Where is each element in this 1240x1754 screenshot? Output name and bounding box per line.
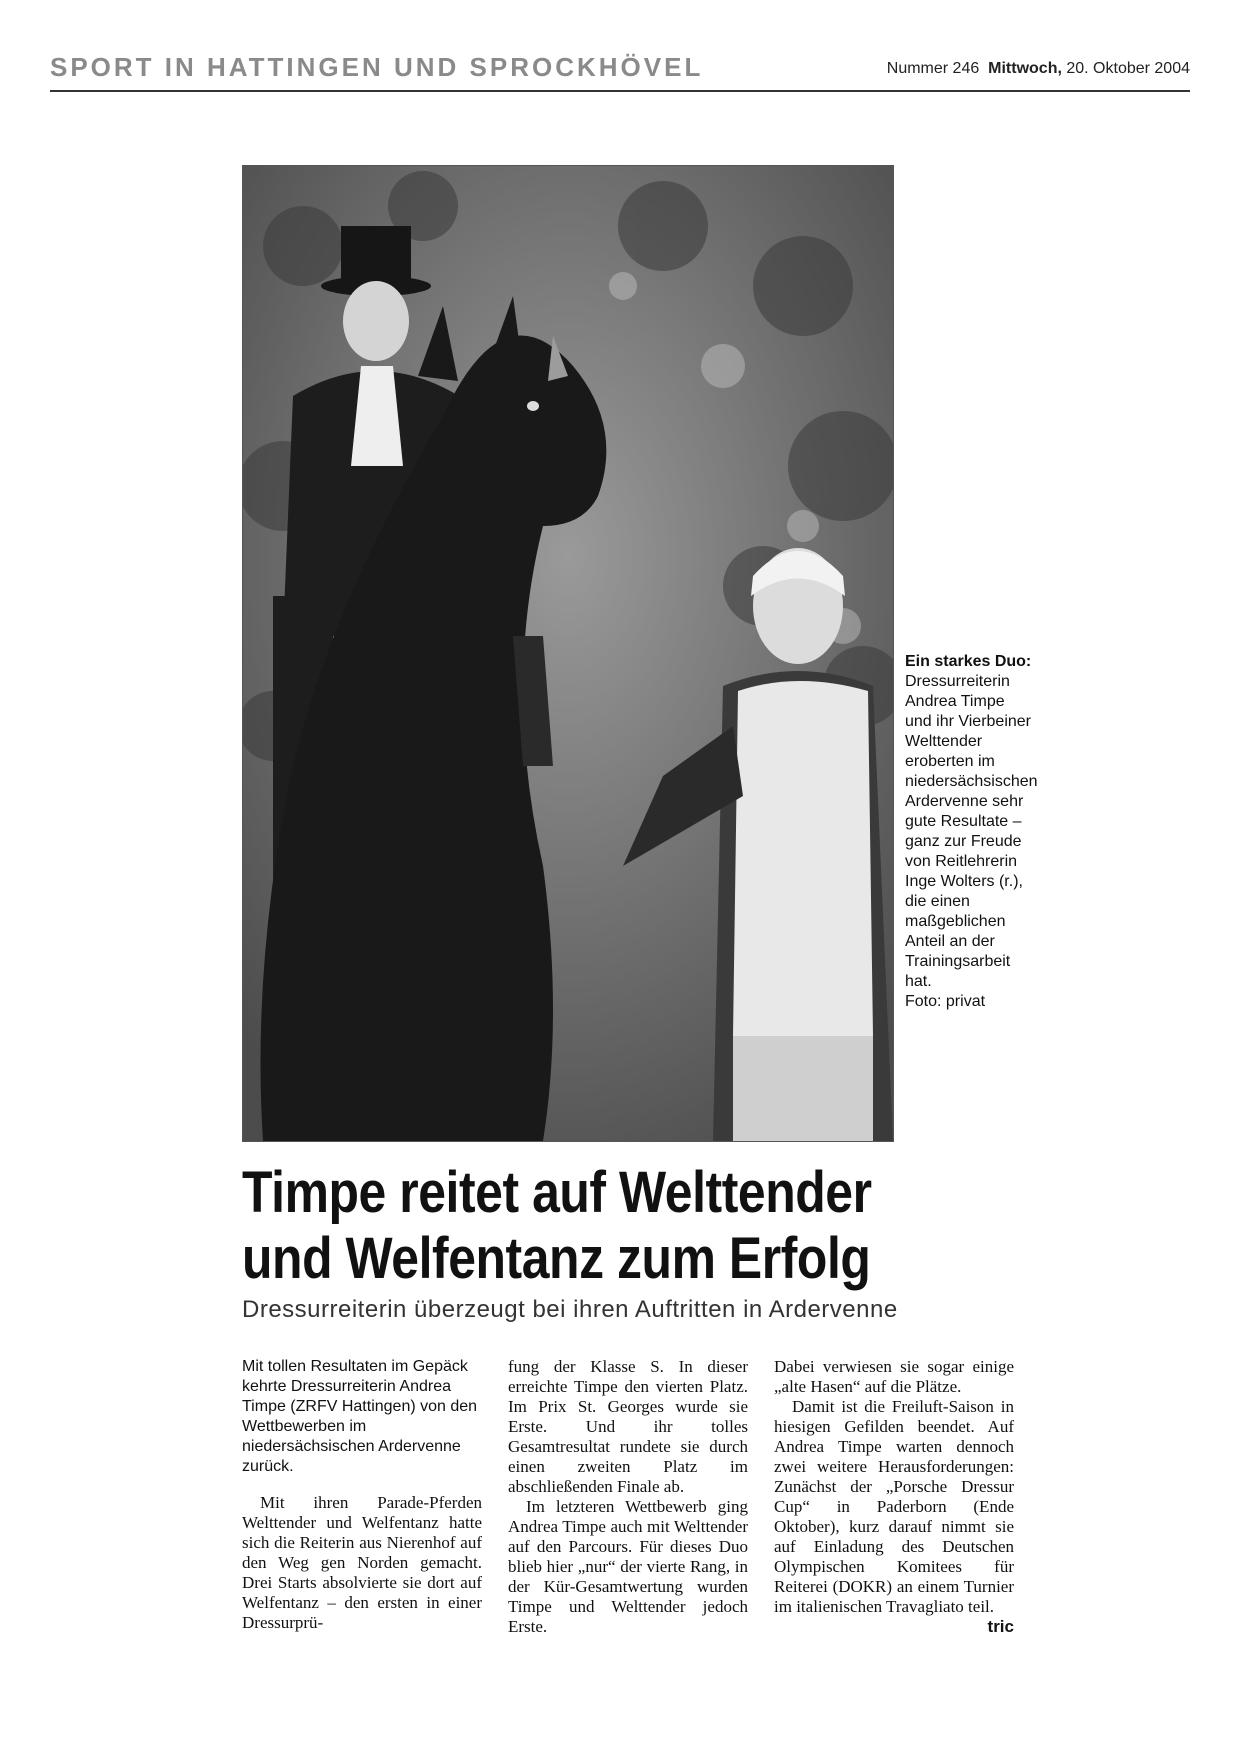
article-paragraph bbox=[774, 1397, 1014, 1636]
article-paragraph: Mit ihren Parade-Pferden Welttender und Welfentanz hatte sich die Reiterin aus Nierenhof auf den Weg gen Norden gemacht. Drei Starts absolvierte sie dort auf Welfentanz – den ersten in einer Dressurprü- bbox=[242, 1493, 482, 1632]
issue-weekday: Mittwoch, bbox=[988, 60, 1062, 77]
caption-lead: Ein starkes Duo: bbox=[905, 653, 1032, 670]
masthead-rule bbox=[50, 90, 1190, 92]
issue-info bbox=[887, 60, 1190, 78]
article-paragraph: Im letzteren Wettbewerb ging Andrea Timpe auch mit Welttender auf den Parcours. Für dieses Duo blieb hier „nur“ der vierte Rang, in der Kür-Gesamtwertung wurden Timpe und Welttender jedoch Erste. bbox=[508, 1497, 748, 1636]
author-signature: tric bbox=[987, 1617, 1014, 1636]
article-photo bbox=[242, 165, 894, 1142]
article-column-2 bbox=[508, 1357, 748, 1637]
article-paragraph: fung der Klasse S. In dieser erreichte Timpe den vierten Platz. Im Prix St. Georges wurde sie Erste. Und ihr tolles Gesamtresultat rundete sie durch einen zweiten Platz im abschließenden Finale ab. bbox=[508, 1357, 748, 1496]
article-paragraph: Dabei verwiesen sie sogar einige „alte Hasen“ auf die Plätze. bbox=[774, 1357, 1014, 1396]
headline-line-2: und Welfentanz zum Erfolg bbox=[242, 1226, 871, 1291]
photo-credit: Foto: privat bbox=[905, 993, 986, 1010]
issue-number: Nummer 246 bbox=[886, 60, 980, 77]
article-column-1 bbox=[242, 1357, 482, 1633]
photo-caption bbox=[905, 652, 1038, 1012]
caption-text: Dressurreiterin Andrea Timpe und ihr Vierbeiner Welttender eroberten im niedersächsischen Ardervenne sehr gute Resultate – ganz zur Freude von Reitlehrerin Inge Wolters (r.), die einen maßgeblichen Anteil an der Trainingsarbeit hat. bbox=[905, 673, 1038, 990]
headline-line-1: Timpe reitet auf Welttender bbox=[242, 1160, 872, 1225]
photo-illustration bbox=[243, 166, 893, 1141]
article-column-3 bbox=[774, 1357, 1014, 1637]
subheadline: Dressurreiterin überzeugt bei ihren Auftritten in Ardervenne bbox=[242, 1296, 898, 1323]
article-paragraph-text: Damit ist die Freiluft-Saison in hiesigen Gefilden beendet. Auf Andrea Timpe warten dennoch zwei weitere Herausforderungen: Zunächst der „Porsche Dressur Cup“ in Paderborn (Ende Oktober), kurz darauf nimmt sie auf Einladung des Deutschen Olympischen Komitees für Reiterei (DOKR) an einem Turnier im italienischen Travagliato teil. bbox=[774, 1397, 1014, 1616]
section-title: SPORT IN HATTINGEN UND SPROCKHÖVEL bbox=[50, 52, 704, 82]
headline bbox=[242, 1160, 913, 1292]
issue-date: 20. Oktober 2004 bbox=[1066, 60, 1190, 77]
article-intro: Mit tollen Resultaten im Gepäck kehrte Dressurreiterin Andrea Timpe (ZRFV Hattingen) von den Wettbewerben im niedersächsischen Ardervenne zurück. bbox=[242, 1358, 478, 1475]
